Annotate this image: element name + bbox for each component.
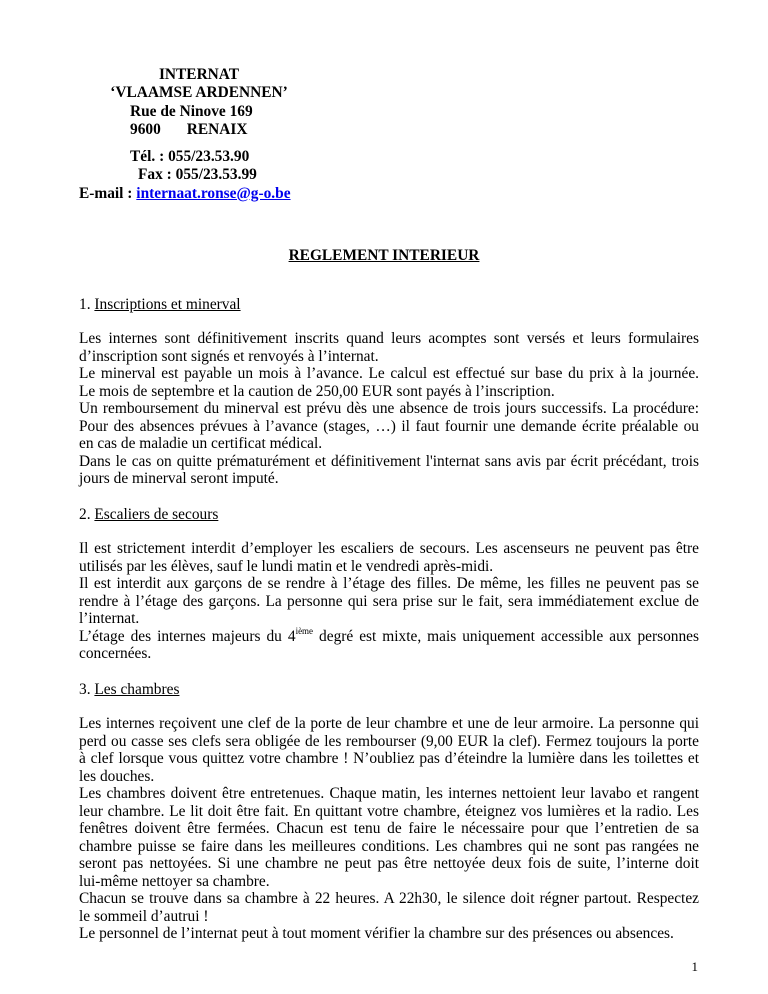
section-3-heading: 3. Les chambres: [79, 681, 180, 698]
page-number: 1: [691, 959, 698, 974]
section-2-line: rendre à l’étage des garçons. La personne qui sera prise sur le fait, sera immédiatement exclue de: [79, 592, 699, 610]
section-3-line: leur chambre. Le lit doit être fait. En quittant votre chambre, éteignez vos lumières et la radio. Les: [79, 802, 699, 820]
section-1-line: jours de minerval seront imputé.: [79, 470, 279, 487]
tel-line: [79, 148, 319, 166]
section-1-heading: 1. Inscriptions et minerval: [79, 296, 241, 313]
section-1-line: d’inscription sont signés et renvoyés à l’internat.: [79, 347, 379, 365]
postcode: 9600: [130, 121, 161, 139]
section-2-heading: 2. Escaliers de secours: [79, 506, 219, 523]
section-3-line: Les internes reçoivent une clef de la porte de leur chambre et une de leur armoire. La personne qui: [79, 715, 699, 732]
section-3-line: chambre puisse se faire dans les meilleures conditions. Les chambres qui ne sont pas rangées ne: [79, 837, 699, 855]
section-3-line: le sommeil d’autrui !: [79, 907, 209, 925]
page-title: REGLEMENT INTERIEUR: [288, 247, 480, 264]
city: RENAIX: [186, 121, 248, 139]
section-1-line: en cas de maladie un certificat médical.: [79, 435, 323, 452]
section-3-line: lui-même nettoyer sa chambre.: [79, 872, 270, 890]
section-3-line: seront pas nettoyées. Si une chambre ne peut pas être nettoyée deux fois de suite, l’interne doit: [79, 855, 699, 872]
contact-block: [79, 148, 319, 203]
section-2-line: l’internat.: [79, 610, 140, 627]
section-1-body: [79, 330, 699, 488]
email-label: E-mail :: [79, 184, 133, 202]
section-3-line: fenêtres doivent être fermées. Chacun est tenu de faire le nécessaire pour que l’entretien de sa: [79, 820, 699, 837]
tel-number: 055/23.53.90: [168, 148, 250, 165]
section-3-line: perd ou casse ses clefs sera obligée de les rembourser (9,00 EUR la clef). Fermez toujours la porte: [79, 732, 699, 750]
section-2-line: Il est strictement interdit d’employer les escaliers de secours. Les ascenseurs ne peuvent pas être: [79, 540, 699, 557]
email-line: [79, 185, 319, 203]
section-2-line: utilisés par les élèves, sauf le lundi matin et le vendredi après-midi.: [79, 557, 494, 575]
section-1-line: Le mois de septembre et la caution de 250,00 EUR sont payés à l’inscription.: [79, 382, 555, 400]
institution-name-2: ‘VLAAMSE ARDENNEN’: [110, 84, 288, 102]
institution-name: INTERNAT: [158, 66, 240, 83]
section-3-line: Les chambres doivent être entretenues. Chaque matin, les internes nettoient leur lavabo et rangent: [79, 785, 699, 802]
section-3-line: Le personnel de l’internat peut à tout moment vérifier la chambre sur des présences ou absences.: [79, 925, 674, 942]
fax-line: [79, 166, 319, 184]
section-1-line: Les internes sont définitivement inscrits quand leurs acomptes sont versés et leurs formulaires: [79, 330, 699, 347]
section-2-line-floor: L’étage des internes majeurs du 4ième degré est mixte, mais uniquement accessible aux personnes: [79, 625, 700, 645]
tel-label: Tél. :: [130, 148, 165, 165]
section-3-body: [79, 715, 699, 943]
section-3-line: Chacun se trouve dans sa chambre à 22 heures. A 22h30, le silence doit régner partout. Respectez: [79, 890, 699, 907]
fax-label: Fax :: [138, 166, 172, 184]
section-1-line: Le minerval est payable un mois à l’avance. Le calcul est effectué sur base du prix à la journée.: [79, 365, 699, 382]
section-2-line: Il est interdit aux garçons de se rendre à l’étage des filles. De même, les filles ne peuvent pas se: [79, 575, 699, 592]
section-2-line: concernées.: [79, 645, 152, 662]
street-address: Rue de Ninove 169: [130, 102, 253, 120]
letterhead: [79, 66, 319, 140]
section-1-line: Dans le cas on quitte prématurément et définitivement l'internat sans avis par écrit précédant, trois: [79, 452, 699, 470]
email-link[interactable]: internaat.ronse@g-o.be: [136, 184, 291, 202]
section-2-body: [79, 540, 699, 663]
section-1-line: Un remboursement du minerval est prévu dès une absence de trois jours successifs. La procédure:: [79, 400, 699, 417]
postal-line: [79, 121, 319, 139]
section-1-line: Pour des absences prévues à l’avance (stages, …) il faut fournir une demande écrite préalable ou: [79, 417, 699, 435]
section-3-line: à clef lorsque vous quittez votre chambre ! N’oubliez pas d’éteindre la lumière dans les toilettes et: [79, 750, 699, 767]
fax-number: 055/23.53.99: [175, 166, 257, 184]
section-3-line: les douches.: [79, 767, 155, 785]
